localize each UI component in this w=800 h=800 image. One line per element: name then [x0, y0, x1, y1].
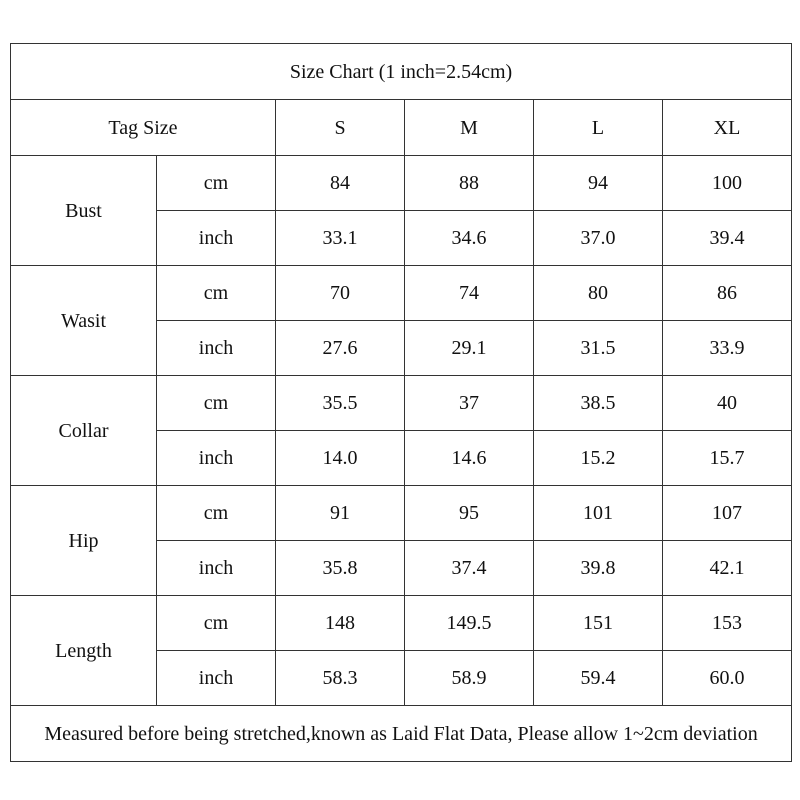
table-row — [11, 486, 792, 541]
value-cell: 40 — [663, 376, 792, 431]
value-cell: 39.8 — [534, 541, 663, 596]
value-cell: 84 — [276, 156, 405, 211]
value-cell: 151 — [534, 596, 663, 651]
value-cell: 80 — [534, 266, 663, 321]
table-row — [11, 596, 792, 651]
unit-cell: cm — [157, 596, 276, 651]
value-cell: 86 — [663, 266, 792, 321]
value-cell: 31.5 — [534, 321, 663, 376]
value-cell: 35.8 — [276, 541, 405, 596]
value-cell: 94 — [534, 156, 663, 211]
value-cell: 37 — [405, 376, 534, 431]
measurement-label-collar: Collar — [11, 376, 157, 486]
value-cell: 15.7 — [663, 431, 792, 486]
value-cell: 35.5 — [276, 376, 405, 431]
value-cell: 148 — [276, 596, 405, 651]
value-cell: 101 — [534, 486, 663, 541]
value-cell: 60.0 — [663, 651, 792, 706]
value-cell: 37.0 — [534, 211, 663, 266]
measurement-label-hip: Hip — [11, 486, 157, 596]
value-cell: 149.5 — [405, 596, 534, 651]
measurement-label-length: Length — [11, 596, 157, 706]
value-cell: 38.5 — [534, 376, 663, 431]
value-cell: 59.4 — [534, 651, 663, 706]
unit-cell: inch — [157, 211, 276, 266]
unit-cell: cm — [157, 156, 276, 211]
size-header-l: L — [534, 100, 663, 156]
size-header-s: S — [276, 100, 405, 156]
unit-cell: inch — [157, 321, 276, 376]
tag-size-header: Tag Size — [11, 100, 276, 156]
table-row — [11, 156, 792, 211]
measurement-label-wasit: Wasit — [11, 266, 157, 376]
size-header-m: M — [405, 100, 534, 156]
value-cell: 37.4 — [405, 541, 534, 596]
size-chart-table — [10, 43, 792, 762]
table-row — [11, 376, 792, 431]
unit-cell: cm — [157, 266, 276, 321]
size-header-xl: XL — [663, 100, 792, 156]
value-cell: 29.1 — [405, 321, 534, 376]
value-cell: 88 — [405, 156, 534, 211]
measurement-label-bust: Bust — [11, 156, 157, 266]
unit-cell: cm — [157, 486, 276, 541]
value-cell: 95 — [405, 486, 534, 541]
unit-cell: inch — [157, 431, 276, 486]
value-cell: 70 — [276, 266, 405, 321]
value-cell: 33.9 — [663, 321, 792, 376]
value-cell: 34.6 — [405, 211, 534, 266]
value-cell: 33.1 — [276, 211, 405, 266]
value-cell: 14.0 — [276, 431, 405, 486]
measurement-note: Measured before being stretched,known as Laid Flat Data, Please allow 1~2cm deviation — [11, 706, 792, 762]
chart-title: Size Chart (1 inch=2.54cm) — [11, 44, 792, 100]
value-cell: 107 — [663, 486, 792, 541]
value-cell: 58.3 — [276, 651, 405, 706]
value-cell: 100 — [663, 156, 792, 211]
table-row — [11, 266, 792, 321]
value-cell: 74 — [405, 266, 534, 321]
value-cell: 58.9 — [405, 651, 534, 706]
unit-cell: inch — [157, 541, 276, 596]
value-cell: 15.2 — [534, 431, 663, 486]
value-cell: 91 — [276, 486, 405, 541]
value-cell: 14.6 — [405, 431, 534, 486]
header-row — [11, 100, 792, 156]
value-cell: 27.6 — [276, 321, 405, 376]
unit-cell: cm — [157, 376, 276, 431]
note-row — [11, 706, 792, 762]
title-row — [11, 44, 792, 100]
value-cell: 39.4 — [663, 211, 792, 266]
value-cell: 42.1 — [663, 541, 792, 596]
value-cell: 153 — [663, 596, 792, 651]
unit-cell: inch — [157, 651, 276, 706]
